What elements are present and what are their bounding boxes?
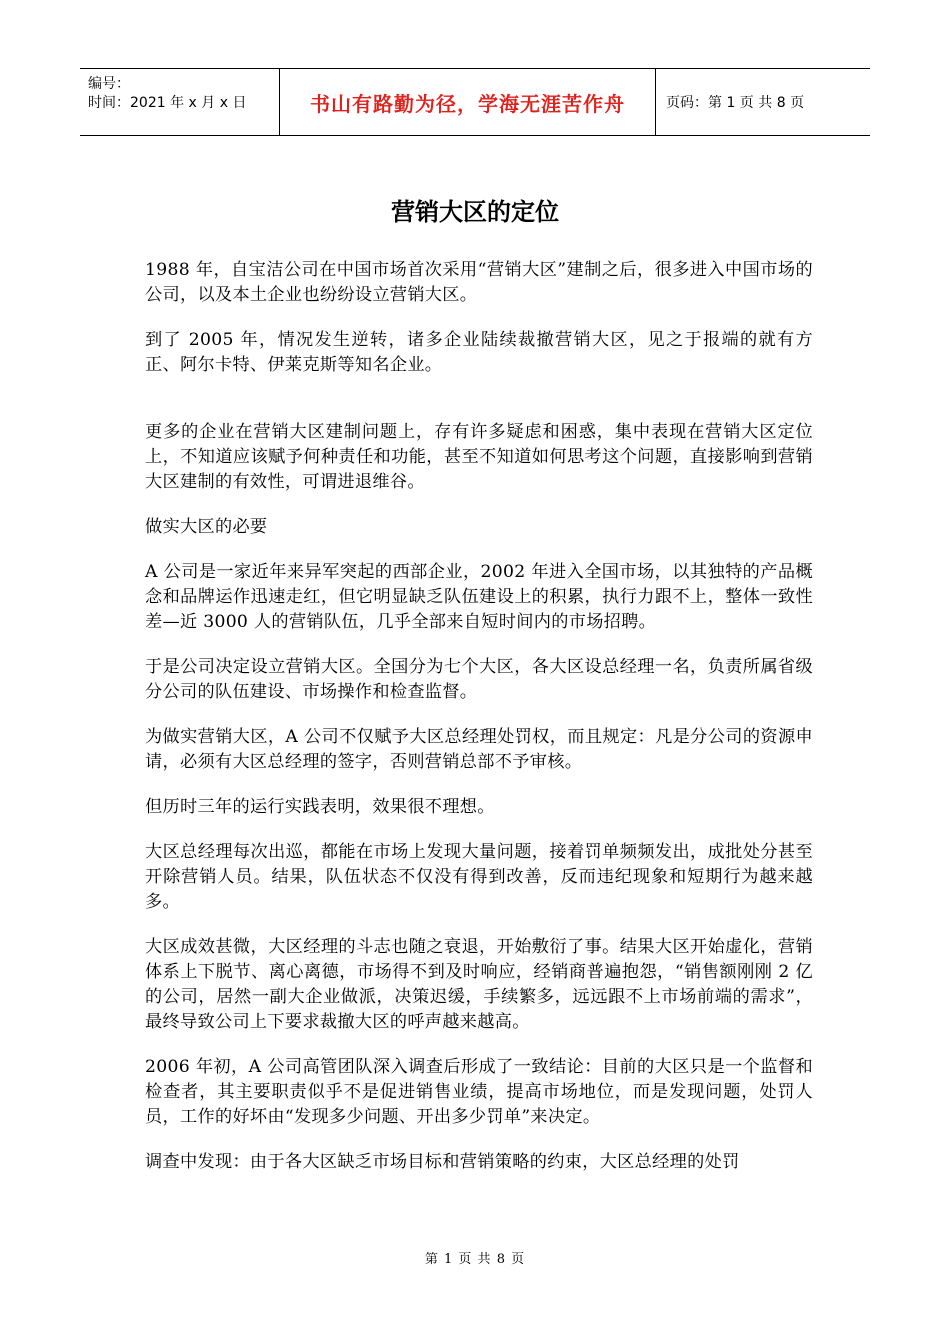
paragraph: 2006 年初，A 公司高管团队深入调查后形成了一致结论：目前的大区只是一个监督和检查者，其主要职责似乎不是促进销售业绩，提高市场地位，而是发现问题，处罚人员，工作的好坏由“发现多少问题、开出多少罚单”来决定。 [145, 1057, 813, 1127]
page-title: 营销大区的定位 [391, 198, 559, 226]
document-number-label: 编号： [88, 76, 130, 92]
paragraph: A 公司是一家近年来异军突起的西部企业，2002 年进入全国市场，以其独特的产品概念和品牌运作迅速走红，但它明显缺乏队伍建设上的积累，执行力跟不上，整体一致性差—近 3000 人的营销队伍，几乎全部来自短时间内的市场招聘。 [145, 562, 813, 632]
page-footer: 第 1 页 共 8 页 [424, 1252, 526, 1267]
section-heading: 做实大区的必要 [145, 517, 268, 537]
document-body [145, 258, 813, 1195]
paragraph: 为做实营销大区，A 公司不仅赋予大区总经理处罚权，而且规定：凡是分公司的资源申请，必须有大区总经理的签字，否则营销总部不予审核。 [145, 727, 813, 772]
paragraph: 到了 2005 年，情况发生逆转，诸多企业陆续裁撤营销大区，见之于报端的就有方正、阿尔卡特、伊莱克斯等知名企业。 [145, 330, 813, 375]
header-meta-cell [80, 69, 280, 135]
paragraph: 大区成效甚微，大区经理的斗志也随之衰退，开始敷衍了事。结果大区开始虚化，营销体系上下脱节、离心离德，市场得不到及时响应，经销商普遍抱怨，“销售额刚刚 2 亿的公司，居然一副大企业做派，决策迟缓，手续繁多，远远跟不上市场前端的需求”，最终导致公司上下要求裁撤大区的呼声越来越高。 [145, 937, 813, 1032]
paragraph: 更多的企业在营销大区建制问题上，存有许多疑虑和困惑，集中表现在营销大区定位上，不知道应该赋予何种责任和功能，甚至不知道如何思考这个问题，直接影响到营销大区建制的有效性，可谓进退维谷。 [145, 422, 813, 492]
header-page-info: 页码：第 1 页 共 8 页 [666, 95, 805, 111]
header-motto: 书山有路勤为径，学海无涯苦作舟 [280, 69, 656, 135]
paragraph: 但历时三年的运行实践表明，效果很不理想。 [145, 797, 495, 817]
paragraph: 于是公司决定设立营销大区。全国分为七个大区，各大区设总经理一名，负责所属省级分公司的队伍建设、市场操作和检查监督。 [145, 657, 813, 702]
paragraph: 调查中发现：由于各大区缺乏市场目标和营销策略的约束，大区总经理的处罚 [145, 1152, 740, 1172]
header-table [80, 68, 870, 136]
paragraph: 1988 年，自宝洁公司在中国市场首次采用“营销大区”建制之后，很多进入中国市场的公司，以及本土企业也纷纷设立营销大区。 [145, 260, 813, 305]
document-time-label: 时间：2021 年 x 月 x 日 [88, 95, 247, 111]
paragraph: 大区总经理每次出巡，都能在市场上发现大量问题，接着罚单频频发出，成批处分甚至开除营销人员。结果，队伍状态不仅没有得到改善，反而违纪现象和短期行为越来越多。 [145, 842, 813, 912]
